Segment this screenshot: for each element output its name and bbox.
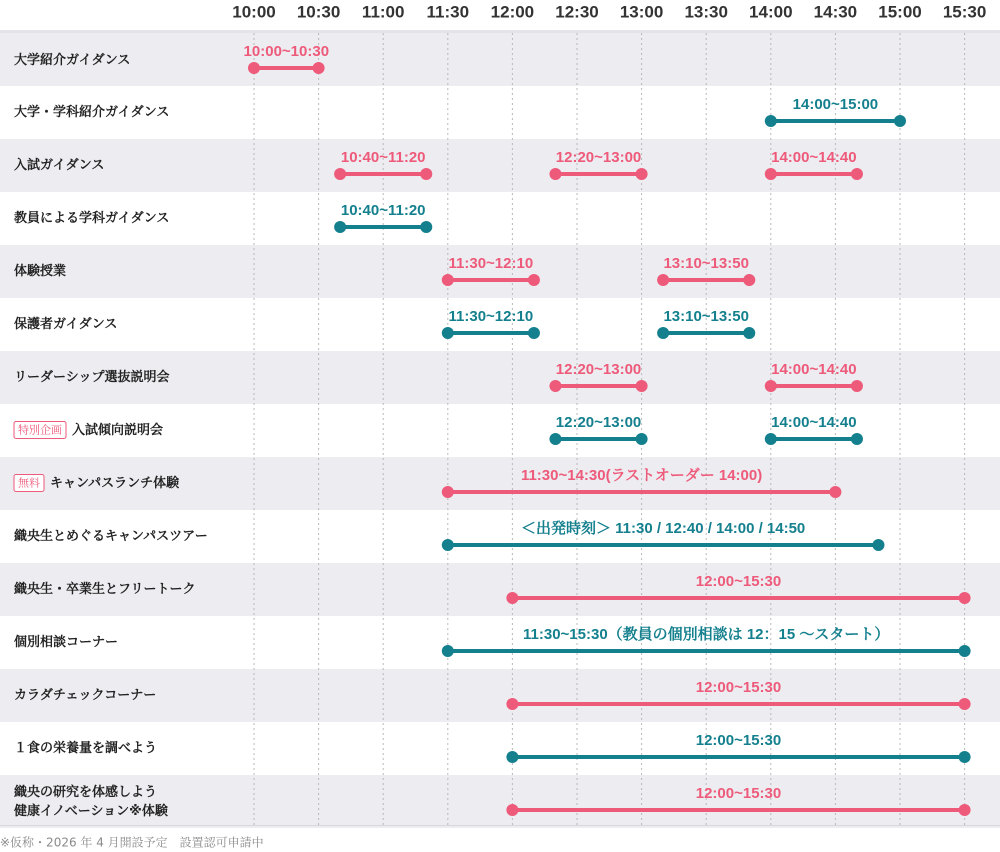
bar-end-dot [851,168,863,180]
bar-start-dot [765,433,777,445]
bar-time-label: 12:00~15:30 [695,784,782,802]
bar-start-dot [506,751,518,763]
bar-start-dot [442,645,454,657]
bar-start-dot [506,592,518,604]
bar-time-label: 14:00~14:40 [771,360,857,378]
bar-time-label: ＜出発時刻＞ 11:30 / 12:40 / 14:00 / 14:50 [520,519,806,537]
bar-end-dot [829,486,841,498]
bar-end-dot [851,380,863,392]
bar-time-label: 10:40~11:20 [340,201,426,219]
bar-start-dot [549,433,561,445]
bar-time-label: 11:30~12:10 [448,307,534,325]
row-label: 個別相談コーナー [14,635,119,650]
bar-start-dot [334,221,346,233]
row-label: 入試傾向説明会 [72,423,164,438]
bar-time-label: 11:30~14:30(ラストオーダー 14:00) [520,466,763,484]
row-background [0,775,1000,828]
bar-start-dot [442,274,454,286]
badge-label: 特別企画 [18,423,62,437]
bar-time-label: 13:10~13:50 [663,254,749,272]
row-label: 織央生・卒業生とフリートーク [14,582,196,597]
row-label: 大学・学科紹介ガイダンス [14,105,170,120]
row-label: １食の栄養量を調べよう [14,741,158,756]
bar-time-label: 12:00~15:30 [695,731,782,749]
bar-time-label: 11:30~12:10 [448,254,534,272]
footnote: ※仮称・2026 年 4 月開設予定 設置認可申請中 [0,835,264,850]
bar-end-dot [636,433,648,445]
bar-start-dot [765,380,777,392]
bar-end-dot [959,804,971,816]
row-label: 教員による学科ガイダンス [14,211,170,226]
time-tick-label: 14:30 [813,2,858,22]
bottom-separator [0,825,1000,826]
time-tick-label: 14:00 [749,2,793,22]
time-tick-label: 11:30 [426,2,470,22]
bar-end-dot [420,168,432,180]
bar-time-label: 12:00~15:30 [695,572,782,590]
time-tick-label: 13:30 [684,2,728,22]
row-label: カラダチェックコーナー [14,688,157,703]
bar-time-label: 12:00~15:30 [695,678,782,696]
time-axis [232,2,986,21]
bar-end-dot [851,433,863,445]
bar-start-dot [657,327,669,339]
bar-end-dot [313,62,325,74]
row-label: 大学紹介ガイダンス [14,53,131,68]
row-background [0,33,1000,86]
bar-end-dot [959,592,971,604]
bar-time-label: 10:40~11:20 [340,148,426,166]
time-tick-label: 15:30 [942,2,987,22]
bar-time-label: 11:30~15:30（教員の個別相談は 12：15 ～スタート） [523,625,890,643]
row-label: 保護者ガイダンス [14,317,118,332]
bar-end-dot [743,327,755,339]
bar-start-dot [506,804,518,816]
time-tick-label: 11:00 [361,2,405,22]
bar-start-dot [549,168,561,180]
bar-end-dot [636,380,648,392]
bar-time-label: 12:20~13:00 [555,413,642,431]
bar-start-dot [549,380,561,392]
row-label: 織央生とめぐるキャンパスツアー [14,529,208,544]
row-label: 入試ガイダンス [14,158,105,173]
bar-time-label: 12:20~13:00 [555,148,642,166]
bar-start-dot [765,168,777,180]
bar-end-dot [743,274,755,286]
bar-end-dot [872,539,884,551]
bar-end-dot [528,327,540,339]
bar-end-dot [420,221,432,233]
bar-start-dot [657,274,669,286]
time-tick-label: 13:00 [619,2,664,22]
header-separator [0,30,1000,33]
bar-time-label: 14:00~14:40 [771,413,857,431]
bar-start-dot [765,115,777,127]
row-label: 体験授業 [14,264,67,279]
bar-end-dot [636,168,648,180]
time-tick-label: 12:30 [555,2,599,22]
bar-start-dot [442,539,454,551]
bar-end-dot [959,698,971,710]
time-tick-label: 15:00 [878,2,922,22]
bar-time-label: 10:00~10:30 [243,42,330,60]
time-tick-label: 10:30 [296,2,341,22]
row-label: キャンパスランチ体験 [50,476,180,491]
row-label: 織央の研究を体感しよう [14,785,158,800]
row-label: リーダーシップ選抜説明会 [14,370,170,385]
bar-end-dot [894,115,906,127]
bar-start-dot [442,486,454,498]
bar-start-dot [334,168,346,180]
bar-time-label: 14:00~14:40 [771,148,857,166]
bar-time-label: 14:00~15:00 [792,95,879,113]
bar-start-dot [506,698,518,710]
time-tick-label: 10:00 [232,2,276,22]
badge-label: 無料 [18,476,40,490]
row-label-line2: 健康イノベーション※体験 [14,804,168,819]
bar-time-label: 13:10~13:50 [663,307,749,325]
bar-end-dot [959,751,971,763]
bar-end-dot [528,274,540,286]
bar-time-label: 12:20~13:00 [555,360,642,378]
time-tick-label: 12:00 [490,2,535,22]
bar-start-dot [442,327,454,339]
bar-end-dot [959,645,971,657]
bar-start-dot [248,62,260,74]
